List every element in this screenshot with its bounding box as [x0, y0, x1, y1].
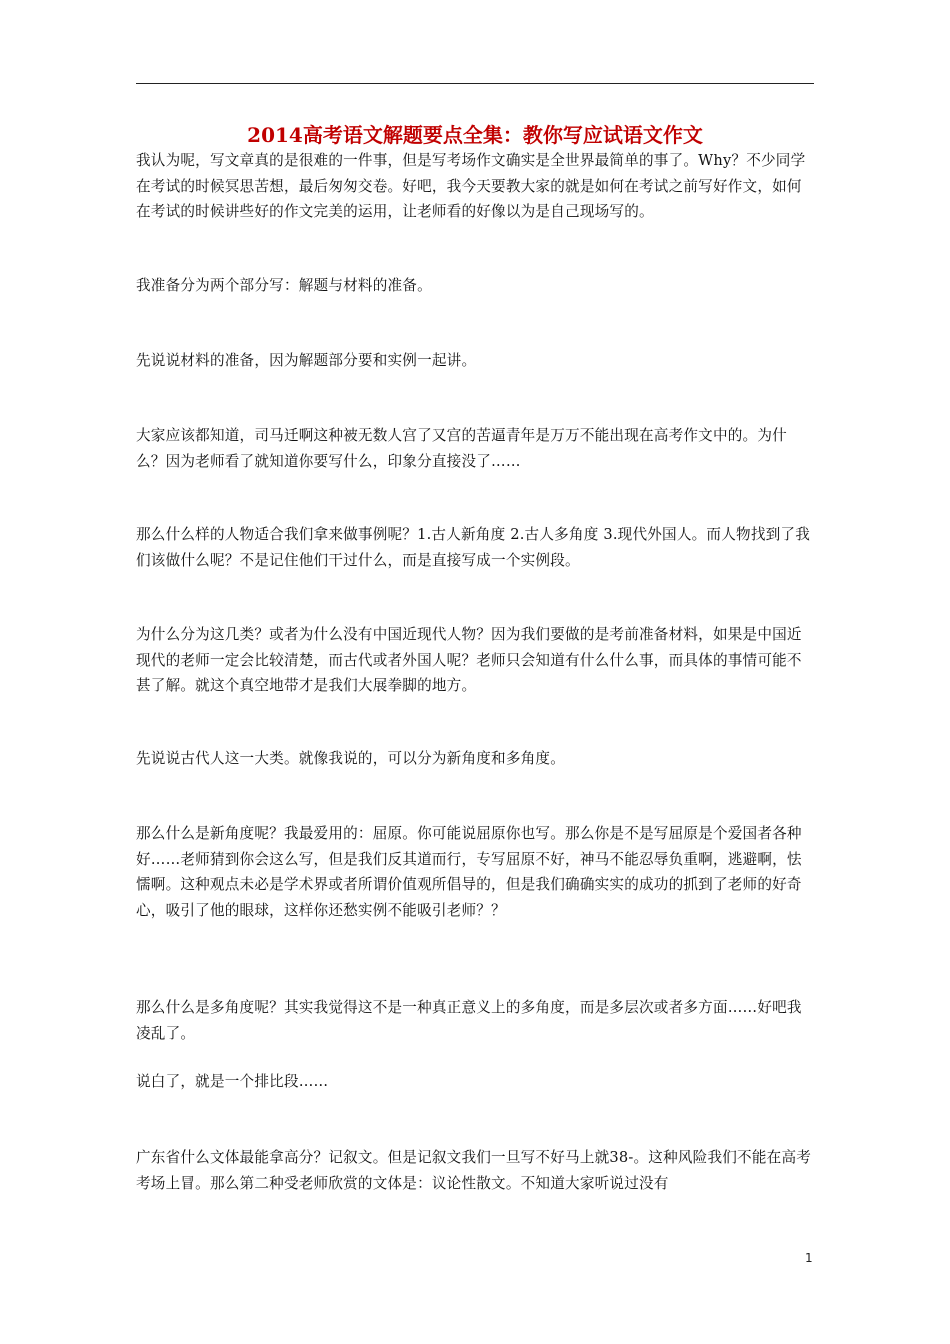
paragraph-intro: 我认为呢，写文章真的是很难的一件事，但是写考场作文确实是全世界最简单的事了。Why？不少同学在考试的时候冥思苦想，最后匆匆交卷。好吧，我今天要教大家的就是如何在考试之前写好作文，如何在考试的时候讲些好的作文完美的运用，让老师看的好像以为是自己现场写的。: [136, 152, 806, 221]
paragraph-why-categories: 为什么分为这几类？或者为什么没有中国近现代人物？因为我们要做的是考前准备材料，如果是中国近现代的老师一定会比较清楚，而古代或者外国人呢？老师只会知道有什么什么事，而具体的事情可能不甚了解。就这个真空地带才是我们大展拳脚的地方。: [136, 626, 802, 695]
paragraph-two-parts: 我准备分为两个部分写：解题与材料的准备。: [136, 277, 432, 294]
header-rule: [136, 83, 814, 84]
page-number: 1: [805, 1251, 813, 1265]
paragraph-ancient-people: 先说说古代人这一大类。就像我说的，可以分为新角度和多角度。: [136, 750, 566, 767]
paragraph-parallelism: 说白了，就是一个排比段……: [136, 1073, 329, 1090]
paragraph-guangdong-style: 广东省什么文体最能拿高分？记叙文。但是记叙文我们一旦写不好马上就38-。这种风险我们不能在高考考场上冒。那么第二种受老师欣赏的文体是：议论性散文。不知道大家听说过没有: [136, 1149, 812, 1192]
paragraph-multi-angle: 那么什么是多角度呢？其实我觉得这不是一种真正意义上的多角度，而是多层次或者多方面……好吧我凌乱了。: [136, 999, 802, 1042]
document-title: 2014高考语文解题要点全集：教你写应试语文作文: [247, 123, 703, 147]
paragraph-material-prep: 先说说材料的准备，因为解题部分要和实例一起讲。: [136, 352, 477, 369]
paragraph-suitable-figures: 那么什么样的人物适合我们拿来做事例呢？1.古人新角度 2.古人多角度 3.现代外国人。而人物找到了我们该做什么呢？不是记住他们干过什么，而是直接写成一个实例段。: [136, 526, 810, 569]
paragraph-sima-qian: 大家应该都知道，司马迁啊这种被无数人宫了又宫的苦逼青年是万万不能出现在高考作文中的。为什么？因为老师看了就知道你要写什么，印象分直接没了……: [136, 427, 787, 470]
paragraph-new-angle: 那么什么是新角度呢？我最爱用的：屈原。你可能说屈原你也写。那么你是不是写屈原是个爱国者各种好……老师猜到你会这么写，但是我们反其道而行，专写屈原不好，神马不能忍辱负重啊，逃避啊，怯懦啊。这种观点未必是学术界或者所谓价值观所倡导的，但是我们确确实实的成功的抓到了老师的好奇心，吸引了他的眼球，这样你还愁实例不能吸引老师？？: [136, 825, 802, 919]
